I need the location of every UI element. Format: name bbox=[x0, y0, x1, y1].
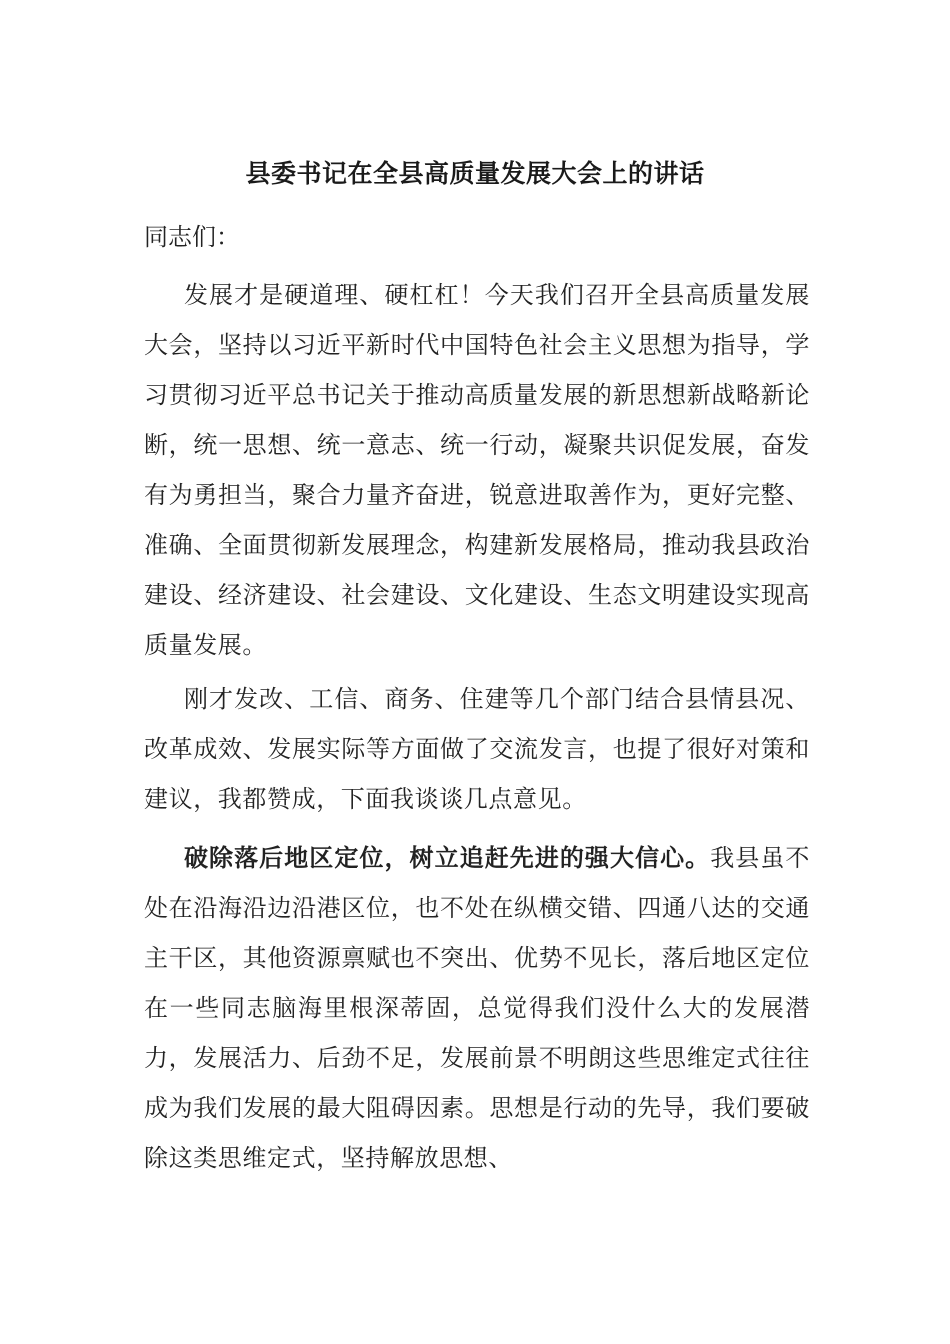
paragraph-point-one bbox=[144, 833, 810, 1183]
salutation: 同志们： bbox=[144, 223, 240, 251]
paragraph-text: 发展才是硬道理、硬杠杠！今天我们召开全县高质量发展大会，坚持以习近平新时代中国特色社会主义思想为指导，学习贯彻习近平总书记关于推动高质量发展的新思想新战略新论断，统一思想、统一意志、统一行动，凝聚共识促发展，奋发有为勇担当，聚合力量齐奋进，锐意进取善作为，更好完整、准确、全面贯彻新发展理念，构建新发展格局，推动我县政治建设、经济建设、社会建设、文化建设、生态文明建设实现高质量发展。 bbox=[144, 281, 810, 659]
paragraph-department-reports bbox=[144, 674, 810, 824]
paragraph-lead-heading: 破除落后地区定位，树立追赶先进的强大信心。 bbox=[184, 844, 711, 872]
paragraph-text: 我县虽不处在沿海沿边沿港区位，也不处在纵横交错、四通八达的交通主干区，其他资源禀赋也不突出、优势不见长，落后地区定位在一些同志脑海里根深蒂固，总觉得我们没什么大的发展潜力，发展活力、后劲不足，发展前景不明朗这些思维定式往往成为我们发展的最大阻碍因素。思想是行动的先导，我们要破除这类思维定式，坚持解放思想、 bbox=[144, 844, 810, 1172]
paragraph-opening bbox=[144, 270, 810, 670]
paragraph-text: 刚才发改、工信、商务、住建等几个部门结合县情县况、改革成效、发展实际等方面做了交流发言，也提了很好对策和建议，我都赞成，下面我谈谈几点意见。 bbox=[144, 685, 810, 813]
document-title: 县委书记在全县高质量发展大会上的讲话 bbox=[245, 159, 705, 188]
